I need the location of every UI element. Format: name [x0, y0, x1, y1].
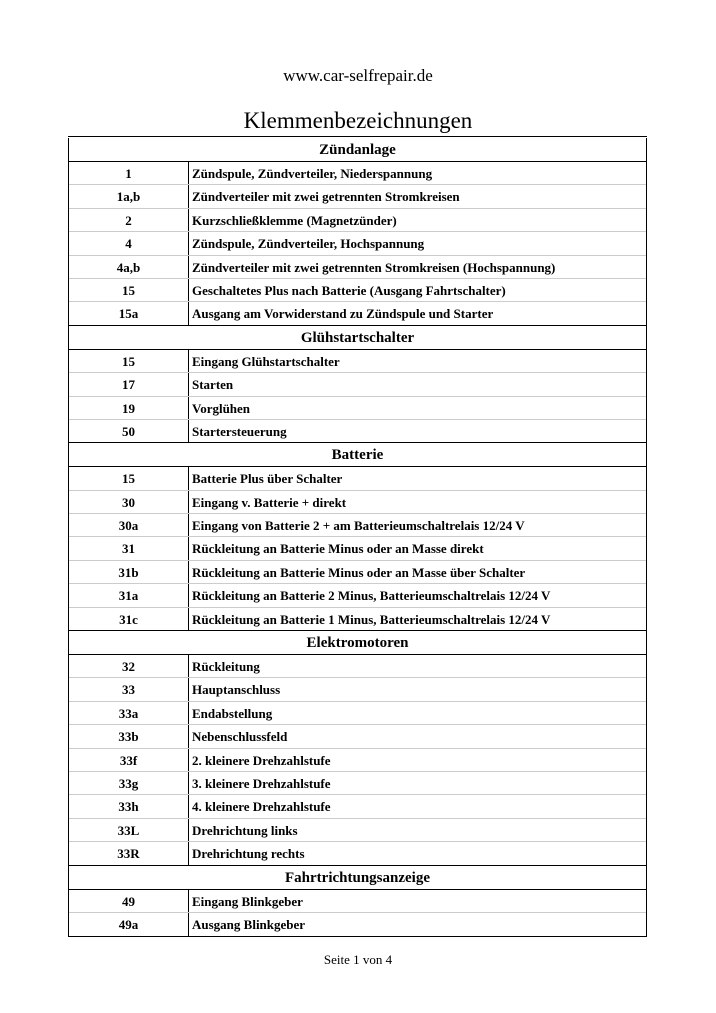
terminal-number: 32 — [69, 655, 189, 677]
table-row — [69, 678, 646, 701]
terminal-description: Eingang Blinkgeber — [192, 893, 303, 909]
terminal-description: Zündspule, Zündverteiler, Niederspannung — [192, 166, 433, 181]
table-row — [69, 608, 646, 631]
terminal-number: 15 — [69, 467, 189, 489]
terminal-description: Zündspule, Zündverteiler, Hochspannung — [192, 236, 425, 252]
terminal-description: Vorglühen — [192, 400, 251, 416]
terminal-number: 1 — [69, 162, 189, 184]
terminal-description: Drehrichtung rechts — [192, 846, 305, 862]
terminal-description: Batterie Plus über Schalter — [192, 471, 343, 487]
table-row — [69, 842, 646, 865]
terminal-number: 33h — [69, 795, 189, 817]
table-row — [69, 209, 646, 232]
terminal-description: 2. kleinere Drehzahlstufe — [192, 752, 331, 768]
table-row — [69, 467, 646, 490]
terminal-number: 15 — [69, 279, 189, 301]
terminal-number: 1a,b — [69, 185, 189, 207]
table-row — [69, 397, 646, 420]
terminal-number: 31 — [69, 537, 189, 559]
terminal-number: 19 — [69, 397, 189, 419]
table-row — [69, 420, 646, 443]
terminal-description: Drehrichtung links — [192, 822, 298, 838]
terminal-description: Geschaltetes Plus nach Batterie (Ausgang Fahrtschalter) — [192, 282, 506, 298]
table-row — [69, 584, 646, 607]
table-row — [69, 256, 646, 279]
table-row — [69, 302, 646, 325]
table-row — [69, 795, 646, 818]
terminal-description: Endabstellung — [192, 705, 273, 721]
terminal-description: Zündverteiler mit zwei getrennten Stromkreisen (Hochspannung) — [192, 259, 556, 275]
table-row — [69, 772, 646, 795]
table-row — [69, 232, 646, 255]
terminal-description: Rückleitung an Batterie Minus oder an Masse über Schalter — [192, 564, 526, 580]
table-row — [69, 913, 646, 936]
page-number: Seite 1 von 4 — [323, 952, 393, 967]
terminal-number: 30a — [69, 514, 189, 536]
terminal-description: Eingang Glühstartschalter — [192, 353, 340, 369]
table-row — [69, 702, 646, 725]
terminal-number: 30 — [69, 491, 189, 513]
terminal-number: 15a — [69, 302, 189, 324]
terminal-description: 4. kleinere Drehzahlstufe — [192, 799, 331, 815]
terminal-description: Eingang v. Batterie + direkt — [192, 494, 347, 510]
terminal-description: Ausgang Blinkgeber — [192, 916, 306, 932]
table-row — [69, 819, 646, 842]
table-row — [69, 373, 646, 396]
terminal-number: 33a — [69, 702, 189, 724]
terminal-description: Zündverteiler mit zwei getrennten Stromkreisen — [192, 189, 460, 205]
terminal-number: 33 — [69, 678, 189, 700]
terminal-number: 33g — [69, 772, 189, 794]
terminal-number: 4 — [69, 232, 189, 254]
terminal-number: 4a,b — [69, 256, 189, 278]
table-row — [69, 162, 646, 185]
terminal-number: 31b — [69, 561, 189, 583]
terminal-number: 33L — [69, 819, 189, 841]
terminal-number: 33R — [69, 842, 189, 864]
section-header: Fahrtrichtungsanzeige — [69, 866, 646, 890]
terminal-number: 31a — [69, 584, 189, 606]
page-title: Klemmenbezeichnungen — [243, 108, 473, 133]
terminal-description: Hauptanschluss — [192, 682, 281, 698]
table-row — [69, 725, 646, 748]
table-row — [69, 561, 646, 584]
terminal-description: Startersteuerung — [192, 423, 287, 439]
section-header: Glühstartschalter — [69, 326, 646, 350]
table-row — [69, 279, 646, 302]
terminal-description: Nebenschlussfeld — [192, 729, 288, 745]
terminal-description: Rückleitung an Batterie 1 Minus, Batterieumschaltrelais 12/24 V — [192, 611, 551, 627]
terminal-description: Kurzschließklemme (Magnetzünder) — [192, 212, 397, 228]
terminal-number: 49 — [69, 890, 189, 912]
section-header: Zündanlage — [69, 138, 646, 162]
terminal-table — [68, 138, 647, 937]
terminal-number: 50 — [69, 420, 189, 442]
terminal-description: Rückleitung an Batterie Minus oder an Masse direkt — [192, 541, 484, 557]
table-row — [69, 890, 646, 913]
table-row — [69, 514, 646, 537]
terminal-description: Ausgang am Vorwiderstand zu Zündspule und Starter — [192, 306, 494, 322]
section-header: Batterie — [69, 443, 646, 467]
terminal-description: 3. kleinere Drehzahlstufe — [192, 775, 331, 791]
table-row — [69, 655, 646, 678]
terminal-description: Rückleitung — [192, 659, 260, 675]
terminal-number: 33f — [69, 749, 189, 771]
title-rule — [68, 136, 647, 137]
table-row — [69, 185, 646, 208]
terminal-description: Eingang von Batterie 2 + am Batterieumschaltrelais 12/24 V — [192, 518, 525, 534]
terminal-description: Rückleitung an Batterie 2 Minus, Batterieumschaltrelais 12/24 V — [192, 588, 551, 604]
terminal-number: 33b — [69, 725, 189, 747]
table-row — [69, 350, 646, 373]
table-row — [69, 537, 646, 560]
section-header: Elektromotoren — [69, 631, 646, 655]
table-row — [69, 491, 646, 514]
website-url: www.car-selfrepair.de — [283, 66, 433, 85]
table-row — [69, 749, 646, 772]
terminal-number: 31c — [69, 608, 189, 630]
terminal-number: 17 — [69, 373, 189, 395]
terminal-number: 2 — [69, 209, 189, 231]
terminal-description: Starten — [192, 377, 234, 393]
terminal-number: 49a — [69, 913, 189, 936]
terminal-number: 15 — [69, 350, 189, 372]
